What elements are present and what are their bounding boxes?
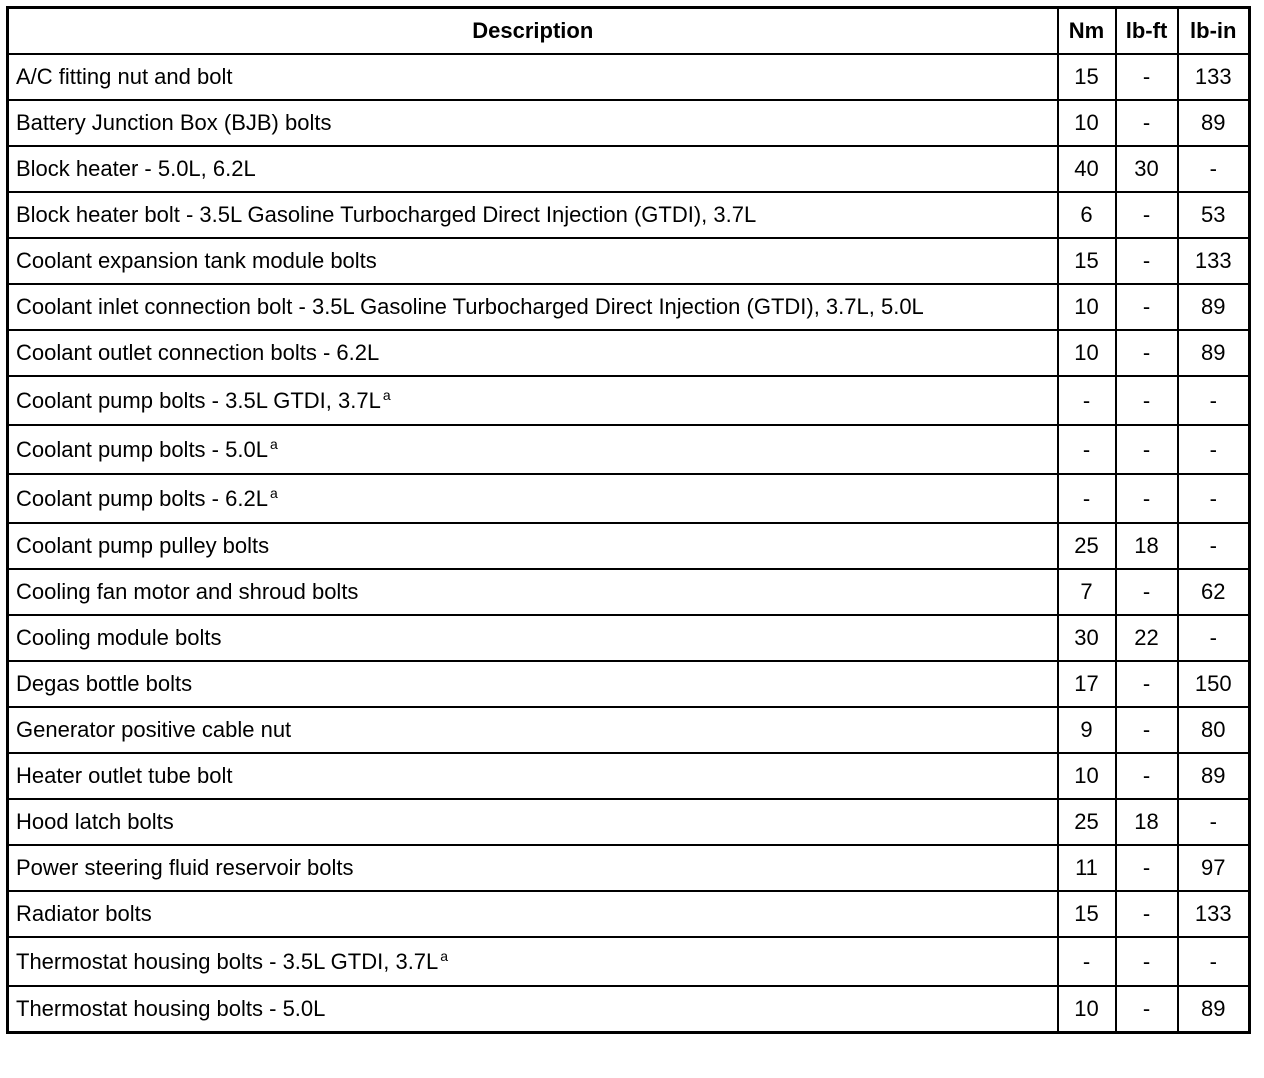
description-cell <box>8 425 1058 474</box>
table-row <box>8 425 1250 474</box>
description-cell <box>8 376 1058 425</box>
lbin-cell: - <box>1178 523 1250 569</box>
lbin-cell: - <box>1178 615 1250 661</box>
lbin-cell: - <box>1178 474 1250 523</box>
nm-cell: 7 <box>1058 569 1116 615</box>
footnote-marker: a <box>269 435 278 452</box>
table-row <box>8 753 1250 799</box>
description-text: Coolant pump pulley bolts <box>16 533 270 558</box>
description-text: Hood latch bolts <box>16 809 174 834</box>
table-row <box>8 523 1250 569</box>
description-cell <box>8 845 1058 891</box>
description-text: Degas bottle bolts <box>16 671 193 696</box>
lbft-cell: - <box>1116 376 1178 425</box>
nm-cell: 10 <box>1058 753 1116 799</box>
lbin-cell: 89 <box>1178 100 1250 146</box>
table-row <box>8 284 1250 330</box>
lbft-cell: 30 <box>1116 146 1178 192</box>
lbin-cell: 133 <box>1178 891 1250 937</box>
nm-cell: 10 <box>1058 284 1116 330</box>
table-body <box>8 54 1250 1033</box>
column-header-description: Description <box>8 8 1058 55</box>
description-cell <box>8 100 1058 146</box>
description-cell <box>8 330 1058 376</box>
lbft-cell: - <box>1116 937 1178 986</box>
description-cell <box>8 192 1058 238</box>
nm-cell: - <box>1058 474 1116 523</box>
table-row <box>8 986 1250 1033</box>
footnote-marker: a <box>440 947 449 964</box>
table-row <box>8 192 1250 238</box>
lbin-cell: 89 <box>1178 753 1250 799</box>
footnote-marker: a <box>269 484 278 501</box>
table-header <box>8 8 1250 55</box>
description-cell <box>8 615 1058 661</box>
description-text: Coolant outlet connection bolts - 6.2L <box>16 340 380 365</box>
nm-cell: 10 <box>1058 330 1116 376</box>
footnote-marker: a <box>382 386 391 403</box>
table-row <box>8 845 1250 891</box>
lbft-cell: - <box>1116 238 1178 284</box>
table-row <box>8 238 1250 284</box>
lbft-cell: - <box>1116 425 1178 474</box>
lbft-cell: - <box>1116 569 1178 615</box>
lbft-cell: - <box>1116 284 1178 330</box>
table-row <box>8 376 1250 425</box>
nm-cell: 15 <box>1058 54 1116 100</box>
nm-cell: 25 <box>1058 799 1116 845</box>
lbin-cell: 89 <box>1178 330 1250 376</box>
nm-cell: 6 <box>1058 192 1116 238</box>
nm-cell: - <box>1058 425 1116 474</box>
column-header-nm: Nm <box>1058 8 1116 55</box>
lbft-cell: - <box>1116 753 1178 799</box>
nm-cell: 15 <box>1058 238 1116 284</box>
table-row <box>8 146 1250 192</box>
lbin-cell: 89 <box>1178 284 1250 330</box>
description-cell <box>8 891 1058 937</box>
lbft-cell: - <box>1116 330 1178 376</box>
description-text: Coolant expansion tank module bolts <box>16 248 377 273</box>
table-row <box>8 937 1250 986</box>
description-cell <box>8 146 1058 192</box>
description-text: Power steering fluid reservoir bolts <box>16 855 354 880</box>
lbft-cell: - <box>1116 845 1178 891</box>
description-cell <box>8 937 1058 986</box>
nm-cell: 40 <box>1058 146 1116 192</box>
description-cell <box>8 474 1058 523</box>
description-text: Heater outlet tube bolt <box>16 763 233 788</box>
lbin-cell: - <box>1178 425 1250 474</box>
lbin-cell: 133 <box>1178 54 1250 100</box>
description-text: Battery Junction Box (BJB) bolts <box>16 110 332 135</box>
lbft-cell: - <box>1116 707 1178 753</box>
description-text: Radiator bolts <box>16 901 152 926</box>
nm-cell: - <box>1058 937 1116 986</box>
lbin-cell: 133 <box>1178 238 1250 284</box>
header-row <box>8 8 1250 55</box>
description-text: A/C fitting nut and bolt <box>16 64 233 89</box>
description-text: Block heater - 5.0L, 6.2L <box>16 156 256 181</box>
nm-cell: 9 <box>1058 707 1116 753</box>
description-text: Coolant pump bolts - 6.2L <box>16 485 268 511</box>
description-cell <box>8 799 1058 845</box>
description-cell <box>8 986 1058 1033</box>
lbft-cell: - <box>1116 192 1178 238</box>
description-cell <box>8 753 1058 799</box>
description-text: Thermostat housing bolts - 5.0L <box>16 996 326 1021</box>
lbft-cell: 18 <box>1116 523 1178 569</box>
table-row <box>8 615 1250 661</box>
lbin-cell: 97 <box>1178 845 1250 891</box>
description-cell <box>8 707 1058 753</box>
table-row <box>8 54 1250 100</box>
table-row <box>8 661 1250 707</box>
lbin-cell: 150 <box>1178 661 1250 707</box>
torque-spec-table <box>6 6 1251 1034</box>
nm-cell: 30 <box>1058 615 1116 661</box>
table-row <box>8 569 1250 615</box>
description-cell <box>8 523 1058 569</box>
table-row <box>8 330 1250 376</box>
column-header-lbft: lb-ft <box>1116 8 1178 55</box>
description-cell <box>8 238 1058 284</box>
nm-cell: - <box>1058 376 1116 425</box>
lbft-cell: - <box>1116 474 1178 523</box>
lbft-cell: - <box>1116 986 1178 1033</box>
column-header-lbin: lb-in <box>1178 8 1250 55</box>
nm-cell: 10 <box>1058 986 1116 1033</box>
lbin-cell: 62 <box>1178 569 1250 615</box>
description-cell <box>8 54 1058 100</box>
lbft-cell: - <box>1116 100 1178 146</box>
description-text: Block heater bolt - 3.5L Gasoline Turbocharged Direct Injection (GTDI), 3.7L <box>16 202 757 227</box>
lbft-cell: 22 <box>1116 615 1178 661</box>
description-text: Coolant inlet connection bolt - 3.5L Gasoline Turbocharged Direct Injection (GTDI), 3.7L, 5.0L <box>16 294 924 319</box>
nm-cell: 17 <box>1058 661 1116 707</box>
nm-cell: 11 <box>1058 845 1116 891</box>
nm-cell: 25 <box>1058 523 1116 569</box>
description-cell <box>8 284 1058 330</box>
table-row <box>8 891 1250 937</box>
lbft-cell: 18 <box>1116 799 1178 845</box>
lbin-cell: 53 <box>1178 192 1250 238</box>
description-text: Thermostat housing bolts - 3.5L GTDI, 3.7L <box>16 948 439 974</box>
description-cell <box>8 661 1058 707</box>
table-row <box>8 100 1250 146</box>
description-cell <box>8 569 1058 615</box>
lbin-cell: - <box>1178 799 1250 845</box>
lbin-cell: - <box>1178 376 1250 425</box>
nm-cell: 15 <box>1058 891 1116 937</box>
description-text: Coolant pump bolts - 3.5L GTDI, 3.7L <box>16 387 381 413</box>
description-text: Generator positive cable nut <box>16 717 292 742</box>
table-row <box>8 707 1250 753</box>
description-text: Coolant pump bolts - 5.0L <box>16 436 268 462</box>
description-text: Cooling module bolts <box>16 625 222 650</box>
lbft-cell: - <box>1116 891 1178 937</box>
description-text: Cooling fan motor and shroud bolts <box>16 579 359 604</box>
table-row <box>8 799 1250 845</box>
lbft-cell: - <box>1116 661 1178 707</box>
table-row <box>8 474 1250 523</box>
nm-cell: 10 <box>1058 100 1116 146</box>
lbin-cell: - <box>1178 146 1250 192</box>
lbin-cell: - <box>1178 937 1250 986</box>
lbft-cell: - <box>1116 54 1178 100</box>
lbin-cell: 80 <box>1178 707 1250 753</box>
lbin-cell: 89 <box>1178 986 1250 1033</box>
